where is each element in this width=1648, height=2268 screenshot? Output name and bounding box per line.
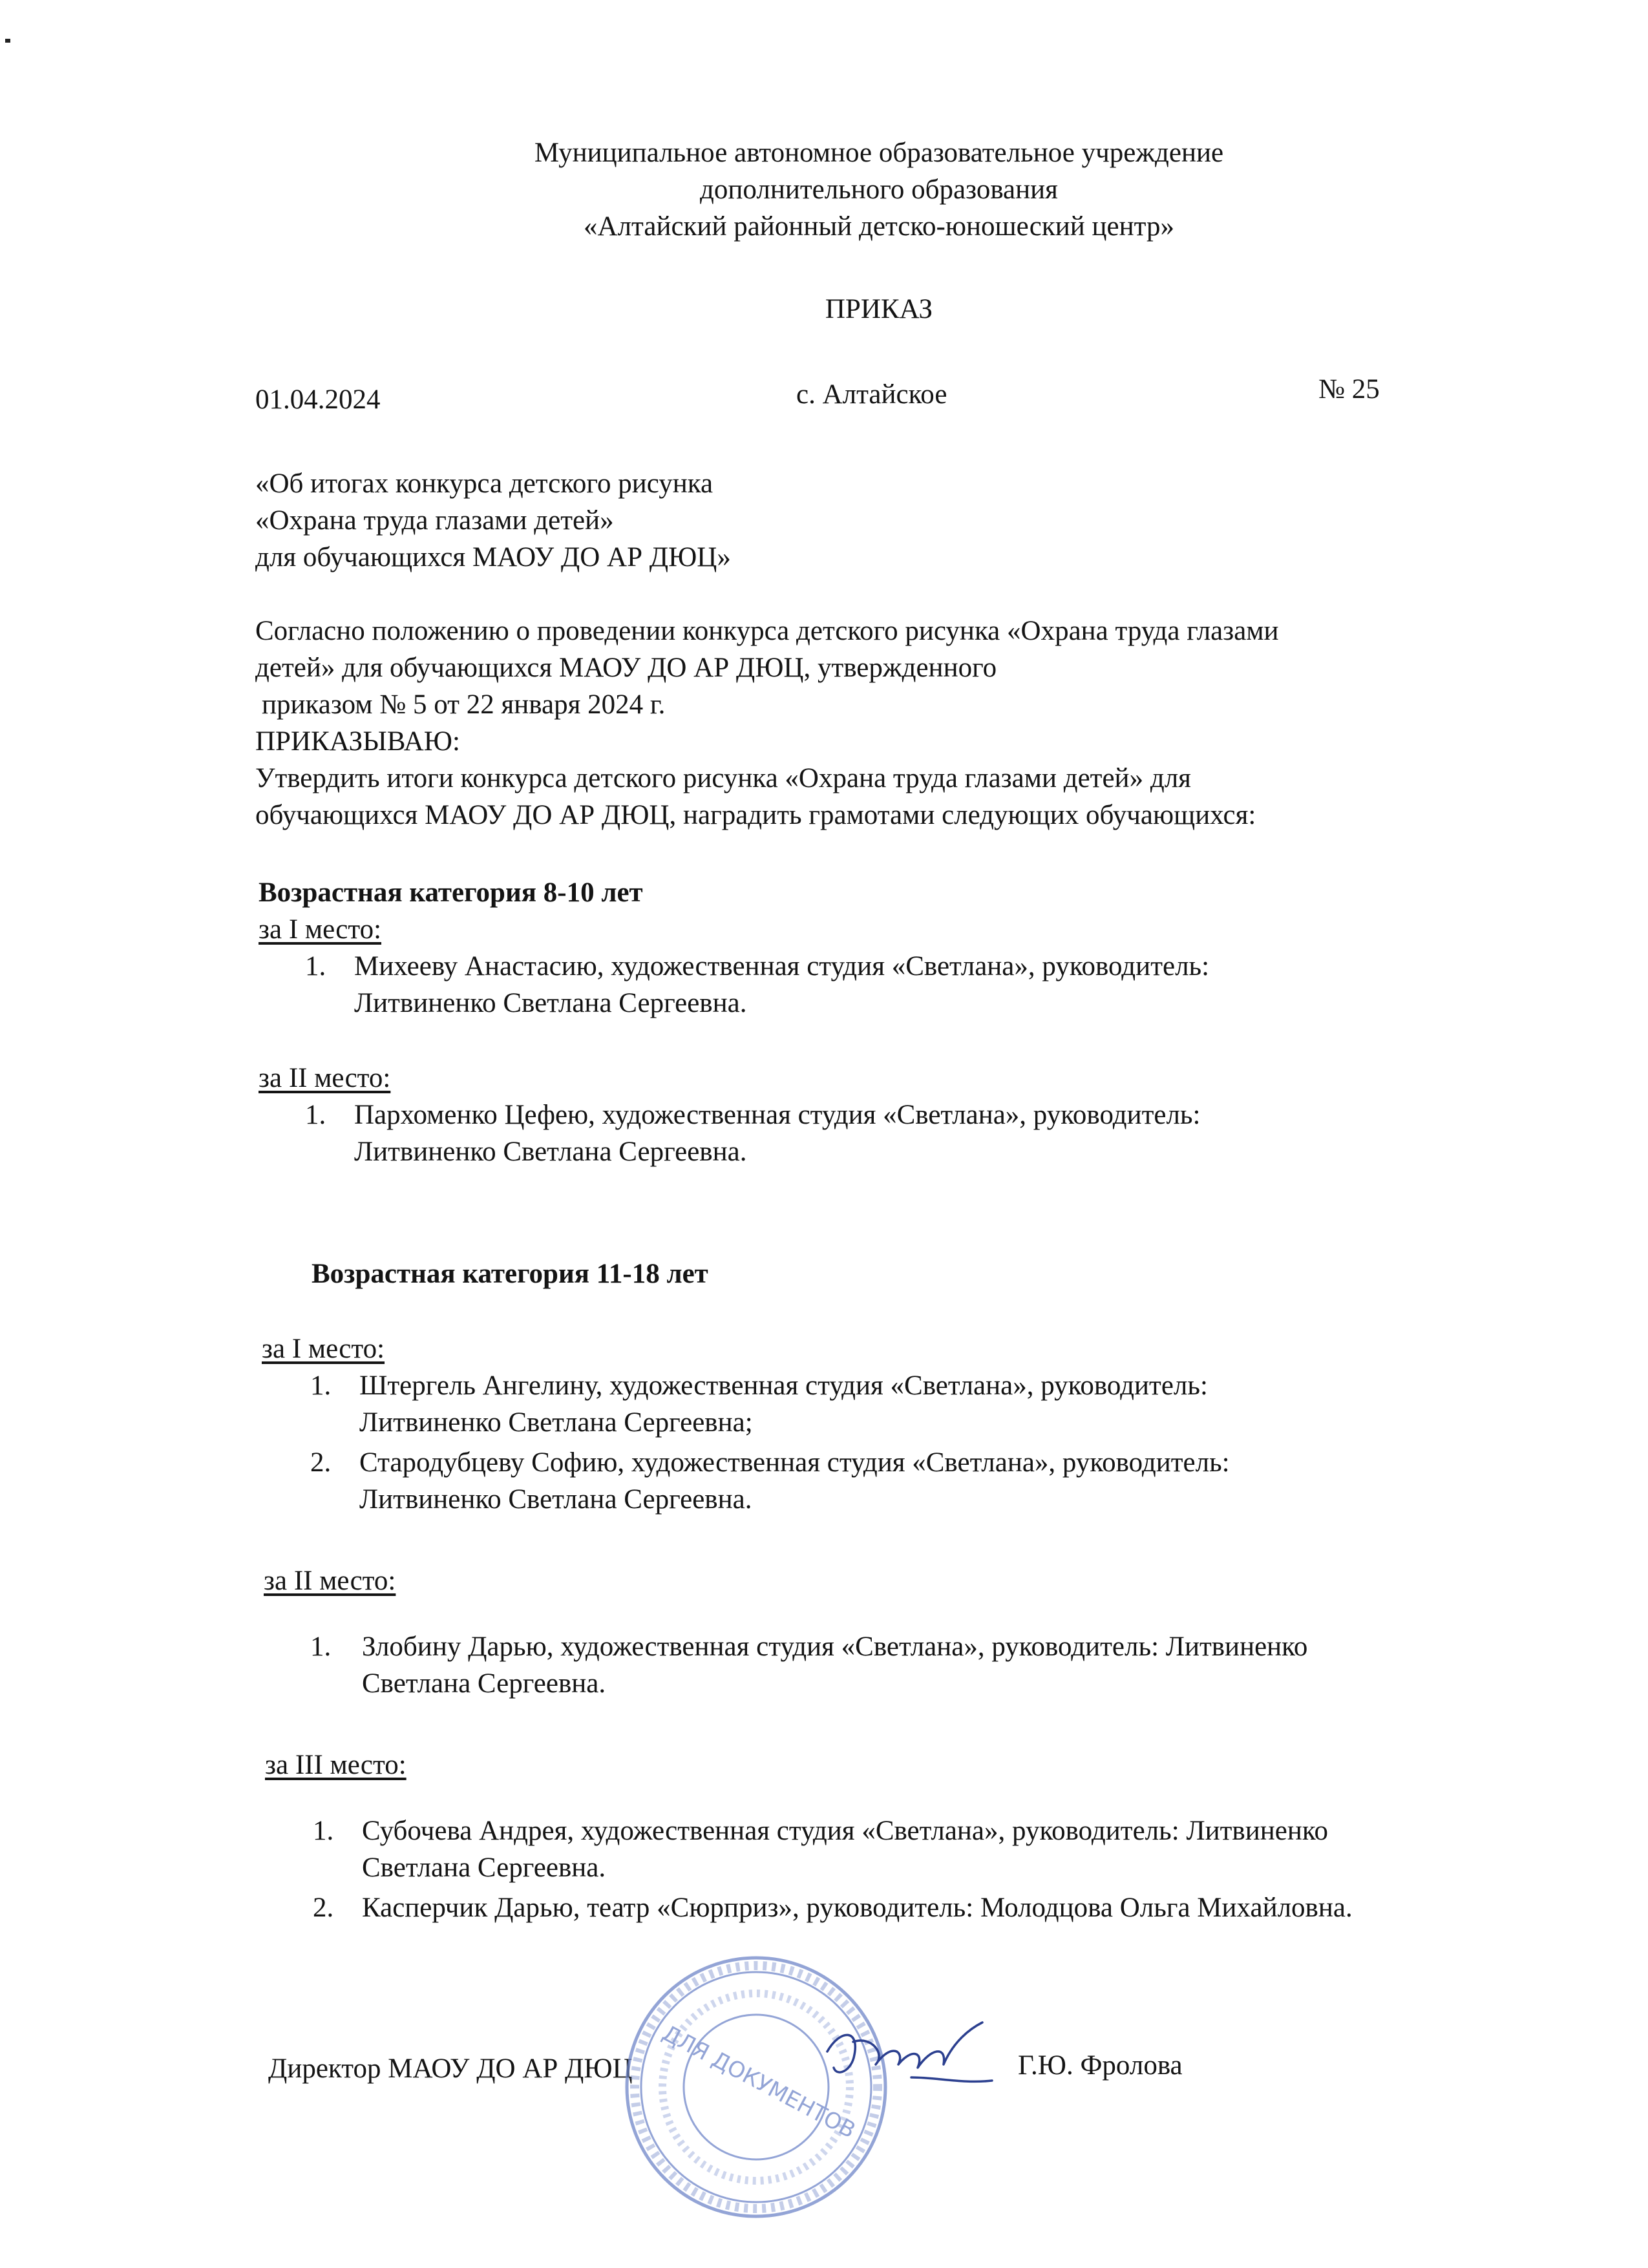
- list-item-line-1: Злобину Дарью, художественная студия «Светлана», руководитель: Литвиненко: [362, 1632, 1308, 1662]
- org-name-line-1: Муниципальное автономное образовательное учреждение: [534, 138, 1224, 168]
- list-item-line-1: Стародубцеву Софию, художественная студия «Светлана», руководитель:: [359, 1447, 1230, 1478]
- list-item-line-1: Михееву Анастасию, художественная студия «Светлана», руководитель:: [354, 951, 1210, 982]
- list-item-number: 1.: [310, 1632, 332, 1662]
- list-item-line-2: Литвиненко Светлана Сергеевна.: [354, 1137, 747, 1167]
- list-item-line-2: Светлана Сергеевна.: [362, 1853, 606, 1883]
- doc-type-title: ПРИКАЗ: [825, 294, 933, 324]
- org-name-line-2: дополнительного образования: [700, 174, 1058, 205]
- place-label: за III место:: [265, 1750, 407, 1780]
- list-item-line-1: Штергель Ангелину, художественная студия «Светлана», руководитель:: [359, 1370, 1208, 1401]
- subject-line-1: «Об итогах конкурса детского рисунка: [255, 468, 713, 499]
- stamp-center-text: ДЛЯ ДОКУМЕНТОВ: [658, 2020, 860, 2144]
- basis-line-3: приказом № 5 от 22 января 2024 г.: [262, 689, 666, 720]
- list-item-line-2: Литвиненко Светлана Сергеевна.: [359, 1484, 752, 1515]
- place-label: за I место:: [259, 914, 382, 945]
- list-item-number: 2.: [310, 1447, 332, 1478]
- place-label: за II место:: [264, 1566, 396, 1596]
- list-item-line-2: Литвиненко Светлана Сергеевна;: [359, 1407, 753, 1438]
- order-word: ПРИКАЗЫВАЮ:: [255, 726, 460, 757]
- org-name-line-3: «Алтайский районный детско-юношеский центр»: [584, 211, 1174, 242]
- scan-mark: [5, 39, 10, 43]
- basis-line-2: детей» для обучающихся МАОУ ДО АР ДЮЦ, утвержденного: [255, 653, 997, 683]
- category-title: Возрастная категория 11-18 лет: [312, 1259, 708, 1289]
- list-item-line-1: Субочева Андрея, художественная студия «Светлана», руководитель: Литвиненко: [362, 1816, 1329, 1846]
- director-signature: [814, 2016, 1008, 2094]
- place-label: за II место:: [259, 1063, 391, 1093]
- director-position: Директор МАОУ ДО АР ДЮЦ: [268, 2053, 633, 2084]
- doc-place: с. Алтайское: [796, 379, 947, 410]
- list-item-number: 1.: [310, 1370, 332, 1401]
- doc-date: 01.04.2024: [255, 384, 381, 415]
- list-item-number: 1.: [305, 1100, 326, 1130]
- list-item-line-1: Касперчик Дарью, театр «Сюрприз», руководитель: Молодцова Ольга Михайловна.: [362, 1893, 1353, 1923]
- category-title: Возрастная категория 8-10 лет: [259, 877, 643, 908]
- subject-line-2: «Охрана труда глазами детей»: [255, 505, 614, 536]
- list-item-number: 1.: [305, 951, 326, 982]
- basis-line-1: Согласно положению о проведении конкурса детского рисунка «Охрана труда глазами: [255, 616, 1279, 646]
- approve-line-1: Утвердить итоги конкурса детского рисунка «Охрана труда глазами детей» для: [255, 763, 1191, 793]
- list-item-number: 2.: [313, 1893, 334, 1923]
- director-name: Г.Ю. Фролова: [1018, 2050, 1183, 2081]
- list-item-line-1: Пархоменко Цефею, художественная студия «Светлана», руководитель:: [354, 1100, 1201, 1130]
- list-item-line-2: Литвиненко Светлана Сергеевна.: [354, 988, 747, 1018]
- doc-number: № 25: [1318, 374, 1380, 404]
- subject-line-3: для обучающихся МАОУ ДО АР ДЮЦ»: [255, 542, 731, 572]
- approve-line-2: обучающихся МАОУ ДО АР ДЮЦ, наградить грамотами следующих обучающихся:: [255, 800, 1256, 830]
- list-item-number: 1.: [313, 1816, 334, 1846]
- place-label: за I место:: [262, 1334, 385, 1364]
- list-item-line-2: Светлана Сергеевна.: [362, 1668, 606, 1699]
